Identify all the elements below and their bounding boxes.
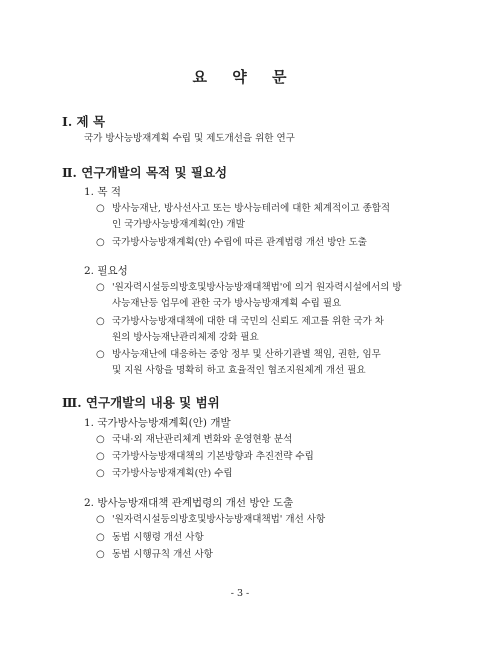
section-2-1-heading: 1. 목 적 bbox=[84, 186, 121, 198]
bullet: ○ bbox=[96, 282, 105, 293]
bullet: ○ bbox=[96, 451, 105, 462]
list-item-line: 국가방사능방재계획(안) 수립에 따른 관계법령 개선 방안 도출 bbox=[112, 237, 367, 248]
section-3-1-heading: 1. 국가방사능방재계획(안) 개발 bbox=[84, 417, 231, 429]
list-item-line: 원의 방사능재난관리체제 강화 필요 bbox=[112, 332, 259, 343]
bullet: ○ bbox=[96, 434, 105, 445]
list-item-line: 국가방사능방재대책의 기본방향과 추진전략 수립 bbox=[112, 451, 314, 462]
bullet: ○ bbox=[96, 316, 105, 327]
section-2-2-heading: 2. 필요성 bbox=[84, 265, 128, 277]
page-number: - 3 - bbox=[230, 588, 250, 599]
list-item-line: '원자력시설등의방호및방사능방재대책법' 개선 사항 bbox=[112, 514, 326, 525]
section-1-text: 국가 방사능방재계획 수립 및 제도개선을 위한 연구 bbox=[84, 133, 295, 144]
list-item-line: 국가방사능방재계획(안) 수립 bbox=[112, 468, 233, 479]
bullet: ○ bbox=[96, 532, 105, 543]
list-item-line: 인 국가방사능방재계획(안) 개발 bbox=[112, 219, 245, 230]
list-item-line: '원자력시설등의방호및방사능방재대책법'에 의거 원자력시설에서의 방 bbox=[112, 282, 402, 293]
section-3-heading: Ⅲ. 연구개발의 내용 및 범위 bbox=[62, 395, 220, 410]
bullet: ○ bbox=[96, 468, 105, 479]
page-title: 요 약 문 bbox=[192, 68, 288, 86]
list-item-line: 국내·외 재난관리체계 변화와 운영현황 분석 bbox=[112, 434, 293, 445]
list-item-line: 및 지원 사항을 명확히 하고 효율적인 협조지원체계 개선 필요 bbox=[112, 365, 366, 376]
list-item-line: 방사능재난에 대응하는 중앙 정부 및 산하기관별 책임, 권한, 임무 bbox=[112, 349, 381, 360]
list-item-line: 방사능재난, 방사선사고 또는 방사능테러에 대한 체계적이고 종합적 bbox=[112, 203, 391, 214]
section-3-2-heading: 2. 방사능방재대책 관계법령의 개선 방안 도출 bbox=[84, 497, 294, 509]
list-item-line: 동법 시행령 개선 사항 bbox=[112, 532, 204, 543]
bullet: ○ bbox=[96, 549, 105, 560]
list-item-line: 국가방사능방재대책에 대한 대 국민의 신뢰도 제고를 위한 국가 차 bbox=[112, 316, 384, 327]
bullet: ○ bbox=[96, 237, 105, 248]
list-item-line: 사능재난등 업무에 관한 국가 방사능방재계획 수립 필요 bbox=[112, 298, 342, 309]
list-item-line: 동법 시행규칙 개선 사항 bbox=[112, 549, 213, 560]
bullet: ○ bbox=[96, 349, 105, 360]
bullet: ○ bbox=[96, 203, 105, 214]
bullet: ○ bbox=[96, 514, 105, 525]
section-1-heading: Ⅰ. 제 목 bbox=[62, 114, 106, 129]
section-2-heading: Ⅱ. 연구개발의 목적 및 필요성 bbox=[62, 165, 228, 180]
